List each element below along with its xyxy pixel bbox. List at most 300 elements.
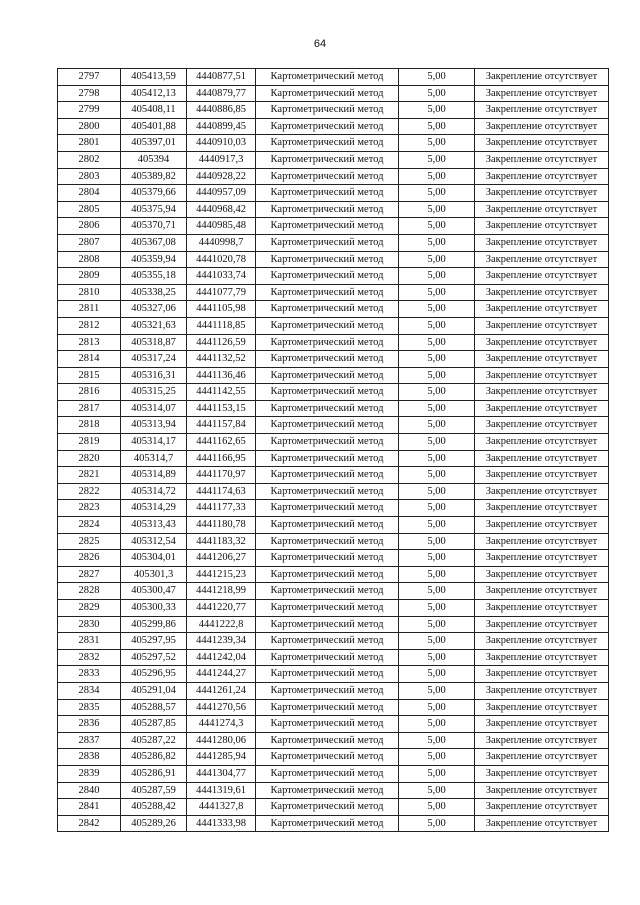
- x-coordinate-cell: 405299,86: [121, 616, 187, 633]
- x-coordinate-cell: 405408,11: [121, 102, 187, 119]
- point-number-cell: 2832: [58, 649, 121, 666]
- table-row: [58, 69, 609, 86]
- fixation-cell: Закрепление отсутствует: [475, 666, 609, 683]
- point-number-cell: 2805: [58, 201, 121, 218]
- y-coordinate-cell: 4441304,77: [187, 765, 256, 782]
- y-coordinate-cell: 4441166,95: [187, 450, 256, 467]
- table-row: [58, 633, 609, 650]
- point-number-cell: 2824: [58, 517, 121, 534]
- page-number: 64: [313, 38, 327, 50]
- x-coordinate-cell: 405291,04: [121, 682, 187, 699]
- point-number-cell: 2810: [58, 284, 121, 301]
- point-number-cell: 2839: [58, 765, 121, 782]
- accuracy-cell: 5,00: [399, 765, 475, 782]
- accuracy-cell: 5,00: [399, 649, 475, 666]
- table-row: [58, 284, 609, 301]
- y-coordinate-cell: 4441270,56: [187, 699, 256, 716]
- point-number-cell: 2819: [58, 434, 121, 451]
- y-coordinate-cell: 4441261,24: [187, 682, 256, 699]
- method-cell: Картометрический метод: [256, 815, 399, 832]
- y-coordinate-cell: 4440879,77: [187, 85, 256, 102]
- x-coordinate-cell: 405379,66: [121, 185, 187, 202]
- x-coordinate-cell: 405413,59: [121, 69, 187, 86]
- method-cell: Картометрический метод: [256, 218, 399, 235]
- x-coordinate-cell: 405314,89: [121, 467, 187, 484]
- fixation-cell: Закрепление отсутствует: [475, 102, 609, 119]
- y-coordinate-cell: 4441157,84: [187, 417, 256, 434]
- table-row: [58, 533, 609, 550]
- method-cell: Картометрический метод: [256, 168, 399, 185]
- accuracy-cell: 5,00: [399, 699, 475, 716]
- accuracy-cell: 5,00: [399, 434, 475, 451]
- point-number-cell: 2815: [58, 367, 121, 384]
- y-coordinate-cell: 4441206,27: [187, 550, 256, 567]
- accuracy-cell: 5,00: [399, 367, 475, 384]
- accuracy-cell: 5,00: [399, 600, 475, 617]
- method-cell: Картометрический метод: [256, 749, 399, 766]
- method-cell: Картометрический метод: [256, 467, 399, 484]
- x-coordinate-cell: 405314,07: [121, 400, 187, 417]
- fixation-cell: Закрепление отсутствует: [475, 500, 609, 517]
- x-coordinate-cell: 405412,13: [121, 85, 187, 102]
- y-coordinate-cell: 4440899,45: [187, 118, 256, 135]
- accuracy-cell: 5,00: [399, 151, 475, 168]
- fixation-cell: Закрепление отсутствует: [475, 583, 609, 600]
- method-cell: Картометрический метод: [256, 649, 399, 666]
- method-cell: Картометрический метод: [256, 765, 399, 782]
- accuracy-cell: 5,00: [399, 85, 475, 102]
- method-cell: Картометрический метод: [256, 483, 399, 500]
- y-coordinate-cell: 4441033,74: [187, 268, 256, 285]
- point-number-cell: 2823: [58, 500, 121, 517]
- point-number-cell: 2807: [58, 234, 121, 251]
- point-number-cell: 2836: [58, 716, 121, 733]
- accuracy-cell: 5,00: [399, 417, 475, 434]
- point-number-cell: 2842: [58, 815, 121, 832]
- fixation-cell: Закрепление отсутствует: [475, 351, 609, 368]
- method-cell: Картометрический метод: [256, 517, 399, 534]
- x-coordinate-cell: 405397,01: [121, 135, 187, 152]
- fixation-cell: Закрепление отсутствует: [475, 168, 609, 185]
- accuracy-cell: 5,00: [399, 500, 475, 517]
- method-cell: Картометрический метод: [256, 633, 399, 650]
- y-coordinate-cell: 4441183,32: [187, 533, 256, 550]
- table-row: [58, 500, 609, 517]
- y-coordinate-cell: 4441215,23: [187, 566, 256, 583]
- coordinates-table: [57, 68, 609, 832]
- point-number-cell: 2822: [58, 483, 121, 500]
- fixation-cell: Закрепление отсутствует: [475, 699, 609, 716]
- y-coordinate-cell: 4441280,06: [187, 732, 256, 749]
- x-coordinate-cell: 405314,29: [121, 500, 187, 517]
- point-number-cell: 2813: [58, 334, 121, 351]
- point-number-cell: 2818: [58, 417, 121, 434]
- y-coordinate-cell: 4441220,77: [187, 600, 256, 617]
- accuracy-cell: 5,00: [399, 118, 475, 135]
- point-number-cell: 2833: [58, 666, 121, 683]
- method-cell: Картометрический метод: [256, 699, 399, 716]
- y-coordinate-cell: 4440910,03: [187, 135, 256, 152]
- point-number-cell: 2828: [58, 583, 121, 600]
- accuracy-cell: 5,00: [399, 284, 475, 301]
- fixation-cell: Закрепление отсутствует: [475, 450, 609, 467]
- x-coordinate-cell: 405327,06: [121, 301, 187, 318]
- method-cell: Картометрический метод: [256, 251, 399, 268]
- y-coordinate-cell: 4441142,55: [187, 384, 256, 401]
- point-number-cell: 2838: [58, 749, 121, 766]
- x-coordinate-cell: 405289,26: [121, 815, 187, 832]
- point-number-cell: 2826: [58, 550, 121, 567]
- x-coordinate-cell: 405314,72: [121, 483, 187, 500]
- fixation-cell: Закрепление отсутствует: [475, 434, 609, 451]
- method-cell: Картометрический метод: [256, 234, 399, 251]
- table-row: [58, 699, 609, 716]
- y-coordinate-cell: 4441327,8: [187, 799, 256, 816]
- method-cell: Картометрический метод: [256, 367, 399, 384]
- point-number-cell: 2808: [58, 251, 121, 268]
- accuracy-cell: 5,00: [399, 301, 475, 318]
- method-cell: Картометрический метод: [256, 666, 399, 683]
- table-row: [58, 616, 609, 633]
- table-row: [58, 151, 609, 168]
- table-row: [58, 251, 609, 268]
- method-cell: Картометрический метод: [256, 151, 399, 168]
- method-cell: Картометрический метод: [256, 317, 399, 334]
- y-coordinate-cell: 4440928,22: [187, 168, 256, 185]
- table-row: [58, 135, 609, 152]
- x-coordinate-cell: 405286,82: [121, 749, 187, 766]
- x-coordinate-cell: 405301,3: [121, 566, 187, 583]
- accuracy-cell: 5,00: [399, 185, 475, 202]
- fixation-cell: Закрепление отсутствует: [475, 417, 609, 434]
- x-coordinate-cell: 405313,43: [121, 517, 187, 534]
- table-row: [58, 583, 609, 600]
- table-row: [58, 716, 609, 733]
- fixation-cell: Закрепление отсутствует: [475, 284, 609, 301]
- fixation-cell: Закрепление отсутствует: [475, 301, 609, 318]
- y-coordinate-cell: 4440968,42: [187, 201, 256, 218]
- fixation-cell: Закрепление отсутствует: [475, 517, 609, 534]
- method-cell: Картометрический метод: [256, 135, 399, 152]
- method-cell: Картометрический метод: [256, 550, 399, 567]
- y-coordinate-cell: 4441162,65: [187, 434, 256, 451]
- accuracy-cell: 5,00: [399, 583, 475, 600]
- accuracy-cell: 5,00: [399, 135, 475, 152]
- x-coordinate-cell: 405401,88: [121, 118, 187, 135]
- point-number-cell: 2837: [58, 732, 121, 749]
- point-number-cell: 2830: [58, 616, 121, 633]
- x-coordinate-cell: 405296,95: [121, 666, 187, 683]
- x-coordinate-cell: 405287,59: [121, 782, 187, 799]
- point-number-cell: 2835: [58, 699, 121, 716]
- x-coordinate-cell: 405286,91: [121, 765, 187, 782]
- table-row: [58, 201, 609, 218]
- x-coordinate-cell: 405315,25: [121, 384, 187, 401]
- y-coordinate-cell: 4441132,52: [187, 351, 256, 368]
- table-row: [58, 749, 609, 766]
- point-number-cell: 2820: [58, 450, 121, 467]
- x-coordinate-cell: 405297,52: [121, 649, 187, 666]
- accuracy-cell: 5,00: [399, 201, 475, 218]
- fixation-cell: Закрепление отсутствует: [475, 483, 609, 500]
- accuracy-cell: 5,00: [399, 234, 475, 251]
- y-coordinate-cell: 4441118,85: [187, 317, 256, 334]
- method-cell: Картометрический метод: [256, 782, 399, 799]
- table-row: [58, 417, 609, 434]
- y-coordinate-cell: 4441244,27: [187, 666, 256, 683]
- method-cell: Картометрический метод: [256, 682, 399, 699]
- fixation-cell: Закрепление отсутствует: [475, 749, 609, 766]
- accuracy-cell: 5,00: [399, 268, 475, 285]
- fixation-cell: Закрепление отсутствует: [475, 317, 609, 334]
- method-cell: Картометрический метод: [256, 400, 399, 417]
- method-cell: Картометрический метод: [256, 434, 399, 451]
- y-coordinate-cell: 4440877,51: [187, 69, 256, 86]
- method-cell: Картометрический метод: [256, 384, 399, 401]
- method-cell: Картометрический метод: [256, 334, 399, 351]
- fixation-cell: Закрепление отсутствует: [475, 135, 609, 152]
- method-cell: Картометрический метод: [256, 102, 399, 119]
- table-row: [58, 765, 609, 782]
- x-coordinate-cell: 405394: [121, 151, 187, 168]
- accuracy-cell: 5,00: [399, 168, 475, 185]
- fixation-cell: Закрепление отсутствует: [475, 334, 609, 351]
- point-number-cell: 2831: [58, 633, 121, 650]
- fixation-cell: Закрепление отсутствует: [475, 268, 609, 285]
- fixation-cell: Закрепление отсутствует: [475, 716, 609, 733]
- table-row: [58, 85, 609, 102]
- x-coordinate-cell: 405304,01: [121, 550, 187, 567]
- method-cell: Картометрический метод: [256, 201, 399, 218]
- x-coordinate-cell: 405338,25: [121, 284, 187, 301]
- accuracy-cell: 5,00: [399, 815, 475, 832]
- fixation-cell: Закрепление отсутствует: [475, 234, 609, 251]
- accuracy-cell: 5,00: [399, 69, 475, 86]
- fixation-cell: Закрепление отсутствует: [475, 151, 609, 168]
- point-number-cell: 2806: [58, 218, 121, 235]
- accuracy-cell: 5,00: [399, 384, 475, 401]
- point-number-cell: 2840: [58, 782, 121, 799]
- table-row: [58, 649, 609, 666]
- point-number-cell: 2817: [58, 400, 121, 417]
- accuracy-cell: 5,00: [399, 633, 475, 650]
- fixation-cell: Закрепление отсутствует: [475, 251, 609, 268]
- fixation-cell: Закрепление отсутствует: [475, 533, 609, 550]
- table-row: [58, 666, 609, 683]
- fixation-cell: Закрепление отсутствует: [475, 384, 609, 401]
- table-row: [58, 600, 609, 617]
- x-coordinate-cell: 405359,94: [121, 251, 187, 268]
- fixation-cell: Закрепление отсутствует: [475, 85, 609, 102]
- accuracy-cell: 5,00: [399, 102, 475, 119]
- point-number-cell: 2841: [58, 799, 121, 816]
- x-coordinate-cell: 405314,17: [121, 434, 187, 451]
- x-coordinate-cell: 405318,87: [121, 334, 187, 351]
- fixation-cell: Закрепление отсутствует: [475, 600, 609, 617]
- y-coordinate-cell: 4441077,79: [187, 284, 256, 301]
- method-cell: Картометрический метод: [256, 616, 399, 633]
- y-coordinate-cell: 4441285,94: [187, 749, 256, 766]
- y-coordinate-cell: 4440985,48: [187, 218, 256, 235]
- method-cell: Картометрический метод: [256, 118, 399, 135]
- y-coordinate-cell: 4441319,61: [187, 782, 256, 799]
- method-cell: Картометрический метод: [256, 268, 399, 285]
- x-coordinate-cell: 405312,54: [121, 533, 187, 550]
- method-cell: Картометрический метод: [256, 450, 399, 467]
- fixation-cell: Закрепление отсутствует: [475, 732, 609, 749]
- accuracy-cell: 5,00: [399, 682, 475, 699]
- x-coordinate-cell: 405314,7: [121, 450, 187, 467]
- point-number-cell: 2801: [58, 135, 121, 152]
- accuracy-cell: 5,00: [399, 616, 475, 633]
- table-row: [58, 682, 609, 699]
- y-coordinate-cell: 4440998,7: [187, 234, 256, 251]
- x-coordinate-cell: 405375,94: [121, 201, 187, 218]
- fixation-cell: Закрепление отсутствует: [475, 201, 609, 218]
- table-row: [58, 301, 609, 318]
- accuracy-cell: 5,00: [399, 483, 475, 500]
- fixation-cell: Закрепление отсутствует: [475, 566, 609, 583]
- point-number-cell: 2797: [58, 69, 121, 86]
- accuracy-cell: 5,00: [399, 334, 475, 351]
- fixation-cell: Закрепление отсутствует: [475, 782, 609, 799]
- y-coordinate-cell: 4441274,3: [187, 716, 256, 733]
- table-row: [58, 334, 609, 351]
- accuracy-cell: 5,00: [399, 732, 475, 749]
- point-number-cell: 2834: [58, 682, 121, 699]
- x-coordinate-cell: 405300,33: [121, 600, 187, 617]
- y-coordinate-cell: 4441333,98: [187, 815, 256, 832]
- accuracy-cell: 5,00: [399, 317, 475, 334]
- y-coordinate-cell: 4441177,33: [187, 500, 256, 517]
- method-cell: Картометрический метод: [256, 566, 399, 583]
- fixation-cell: Закрепление отсутствует: [475, 815, 609, 832]
- x-coordinate-cell: 405288,57: [121, 699, 187, 716]
- point-number-cell: 2825: [58, 533, 121, 550]
- x-coordinate-cell: 405367,08: [121, 234, 187, 251]
- y-coordinate-cell: 4441153,15: [187, 400, 256, 417]
- fixation-cell: Закрепление отсутствует: [475, 118, 609, 135]
- method-cell: Картометрический метод: [256, 583, 399, 600]
- table-row: [58, 517, 609, 534]
- table-row: [58, 317, 609, 334]
- x-coordinate-cell: 405321,63: [121, 317, 187, 334]
- x-coordinate-cell: 405370,71: [121, 218, 187, 235]
- y-coordinate-cell: 4441222,8: [187, 616, 256, 633]
- table-row: [58, 168, 609, 185]
- fixation-cell: Закрепление отсутствует: [475, 633, 609, 650]
- accuracy-cell: 5,00: [399, 666, 475, 683]
- accuracy-cell: 5,00: [399, 566, 475, 583]
- y-coordinate-cell: 4441020,78: [187, 251, 256, 268]
- point-number-cell: 2802: [58, 151, 121, 168]
- x-coordinate-cell: 405316,31: [121, 367, 187, 384]
- table-row: [58, 234, 609, 251]
- point-number-cell: 2816: [58, 384, 121, 401]
- table-row: [58, 732, 609, 749]
- table-row: [58, 782, 609, 799]
- point-number-cell: 2800: [58, 118, 121, 135]
- accuracy-cell: 5,00: [399, 450, 475, 467]
- y-coordinate-cell: 4441136,46: [187, 367, 256, 384]
- table-row: [58, 434, 609, 451]
- fixation-cell: Закрепление отсутствует: [475, 649, 609, 666]
- method-cell: Картометрический метод: [256, 533, 399, 550]
- accuracy-cell: 5,00: [399, 550, 475, 567]
- method-cell: Картометрический метод: [256, 500, 399, 517]
- point-number-cell: 2803: [58, 168, 121, 185]
- fixation-cell: Закрепление отсутствует: [475, 799, 609, 816]
- x-coordinate-cell: 405313,94: [121, 417, 187, 434]
- fixation-cell: Закрепление отсутствует: [475, 185, 609, 202]
- method-cell: Картометрический метод: [256, 600, 399, 617]
- point-number-cell: 2829: [58, 600, 121, 617]
- point-number-cell: 2799: [58, 102, 121, 119]
- method-cell: Картометрический метод: [256, 301, 399, 318]
- y-coordinate-cell: 4441239,34: [187, 633, 256, 650]
- table-row: [58, 400, 609, 417]
- y-coordinate-cell: 4441174,63: [187, 483, 256, 500]
- y-coordinate-cell: 4441126,59: [187, 334, 256, 351]
- x-coordinate-cell: 405355,18: [121, 268, 187, 285]
- x-coordinate-cell: 405287,85: [121, 716, 187, 733]
- method-cell: Картометрический метод: [256, 799, 399, 816]
- accuracy-cell: 5,00: [399, 351, 475, 368]
- x-coordinate-cell: 405288,42: [121, 799, 187, 816]
- accuracy-cell: 5,00: [399, 400, 475, 417]
- table-row: [58, 218, 609, 235]
- y-coordinate-cell: 4441242,04: [187, 649, 256, 666]
- coordinates-table-body: [58, 69, 609, 832]
- fixation-cell: Закрепление отсутствует: [475, 69, 609, 86]
- y-coordinate-cell: 4440957,09: [187, 185, 256, 202]
- point-number-cell: 2798: [58, 85, 121, 102]
- fixation-cell: Закрепление отсутствует: [475, 467, 609, 484]
- point-number-cell: 2804: [58, 185, 121, 202]
- table-row: [58, 102, 609, 119]
- table-row: [58, 450, 609, 467]
- table-row: [58, 351, 609, 368]
- accuracy-cell: 5,00: [399, 749, 475, 766]
- point-number-cell: 2811: [58, 301, 121, 318]
- fixation-cell: Закрепление отсутствует: [475, 682, 609, 699]
- x-coordinate-cell: 405297,95: [121, 633, 187, 650]
- y-coordinate-cell: 4441218,99: [187, 583, 256, 600]
- point-number-cell: 2827: [58, 566, 121, 583]
- y-coordinate-cell: 4440886,85: [187, 102, 256, 119]
- point-number-cell: 2812: [58, 317, 121, 334]
- method-cell: Картометрический метод: [256, 732, 399, 749]
- fixation-cell: Закрепление отсутствует: [475, 367, 609, 384]
- fixation-cell: Закрепление отсутствует: [475, 550, 609, 567]
- fixation-cell: Закрепление отсутствует: [475, 400, 609, 417]
- table-row: [58, 367, 609, 384]
- y-coordinate-cell: 4441170,97: [187, 467, 256, 484]
- table-row: [58, 467, 609, 484]
- point-number-cell: 2821: [58, 467, 121, 484]
- x-coordinate-cell: 405317,24: [121, 351, 187, 368]
- accuracy-cell: 5,00: [399, 799, 475, 816]
- method-cell: Картометрический метод: [256, 716, 399, 733]
- x-coordinate-cell: 405389,82: [121, 168, 187, 185]
- method-cell: Картометрический метод: [256, 85, 399, 102]
- accuracy-cell: 5,00: [399, 251, 475, 268]
- table-row: [58, 118, 609, 135]
- x-coordinate-cell: 405300,47: [121, 583, 187, 600]
- table-row: [58, 185, 609, 202]
- fixation-cell: Закрепление отсутствует: [475, 765, 609, 782]
- accuracy-cell: 5,00: [399, 218, 475, 235]
